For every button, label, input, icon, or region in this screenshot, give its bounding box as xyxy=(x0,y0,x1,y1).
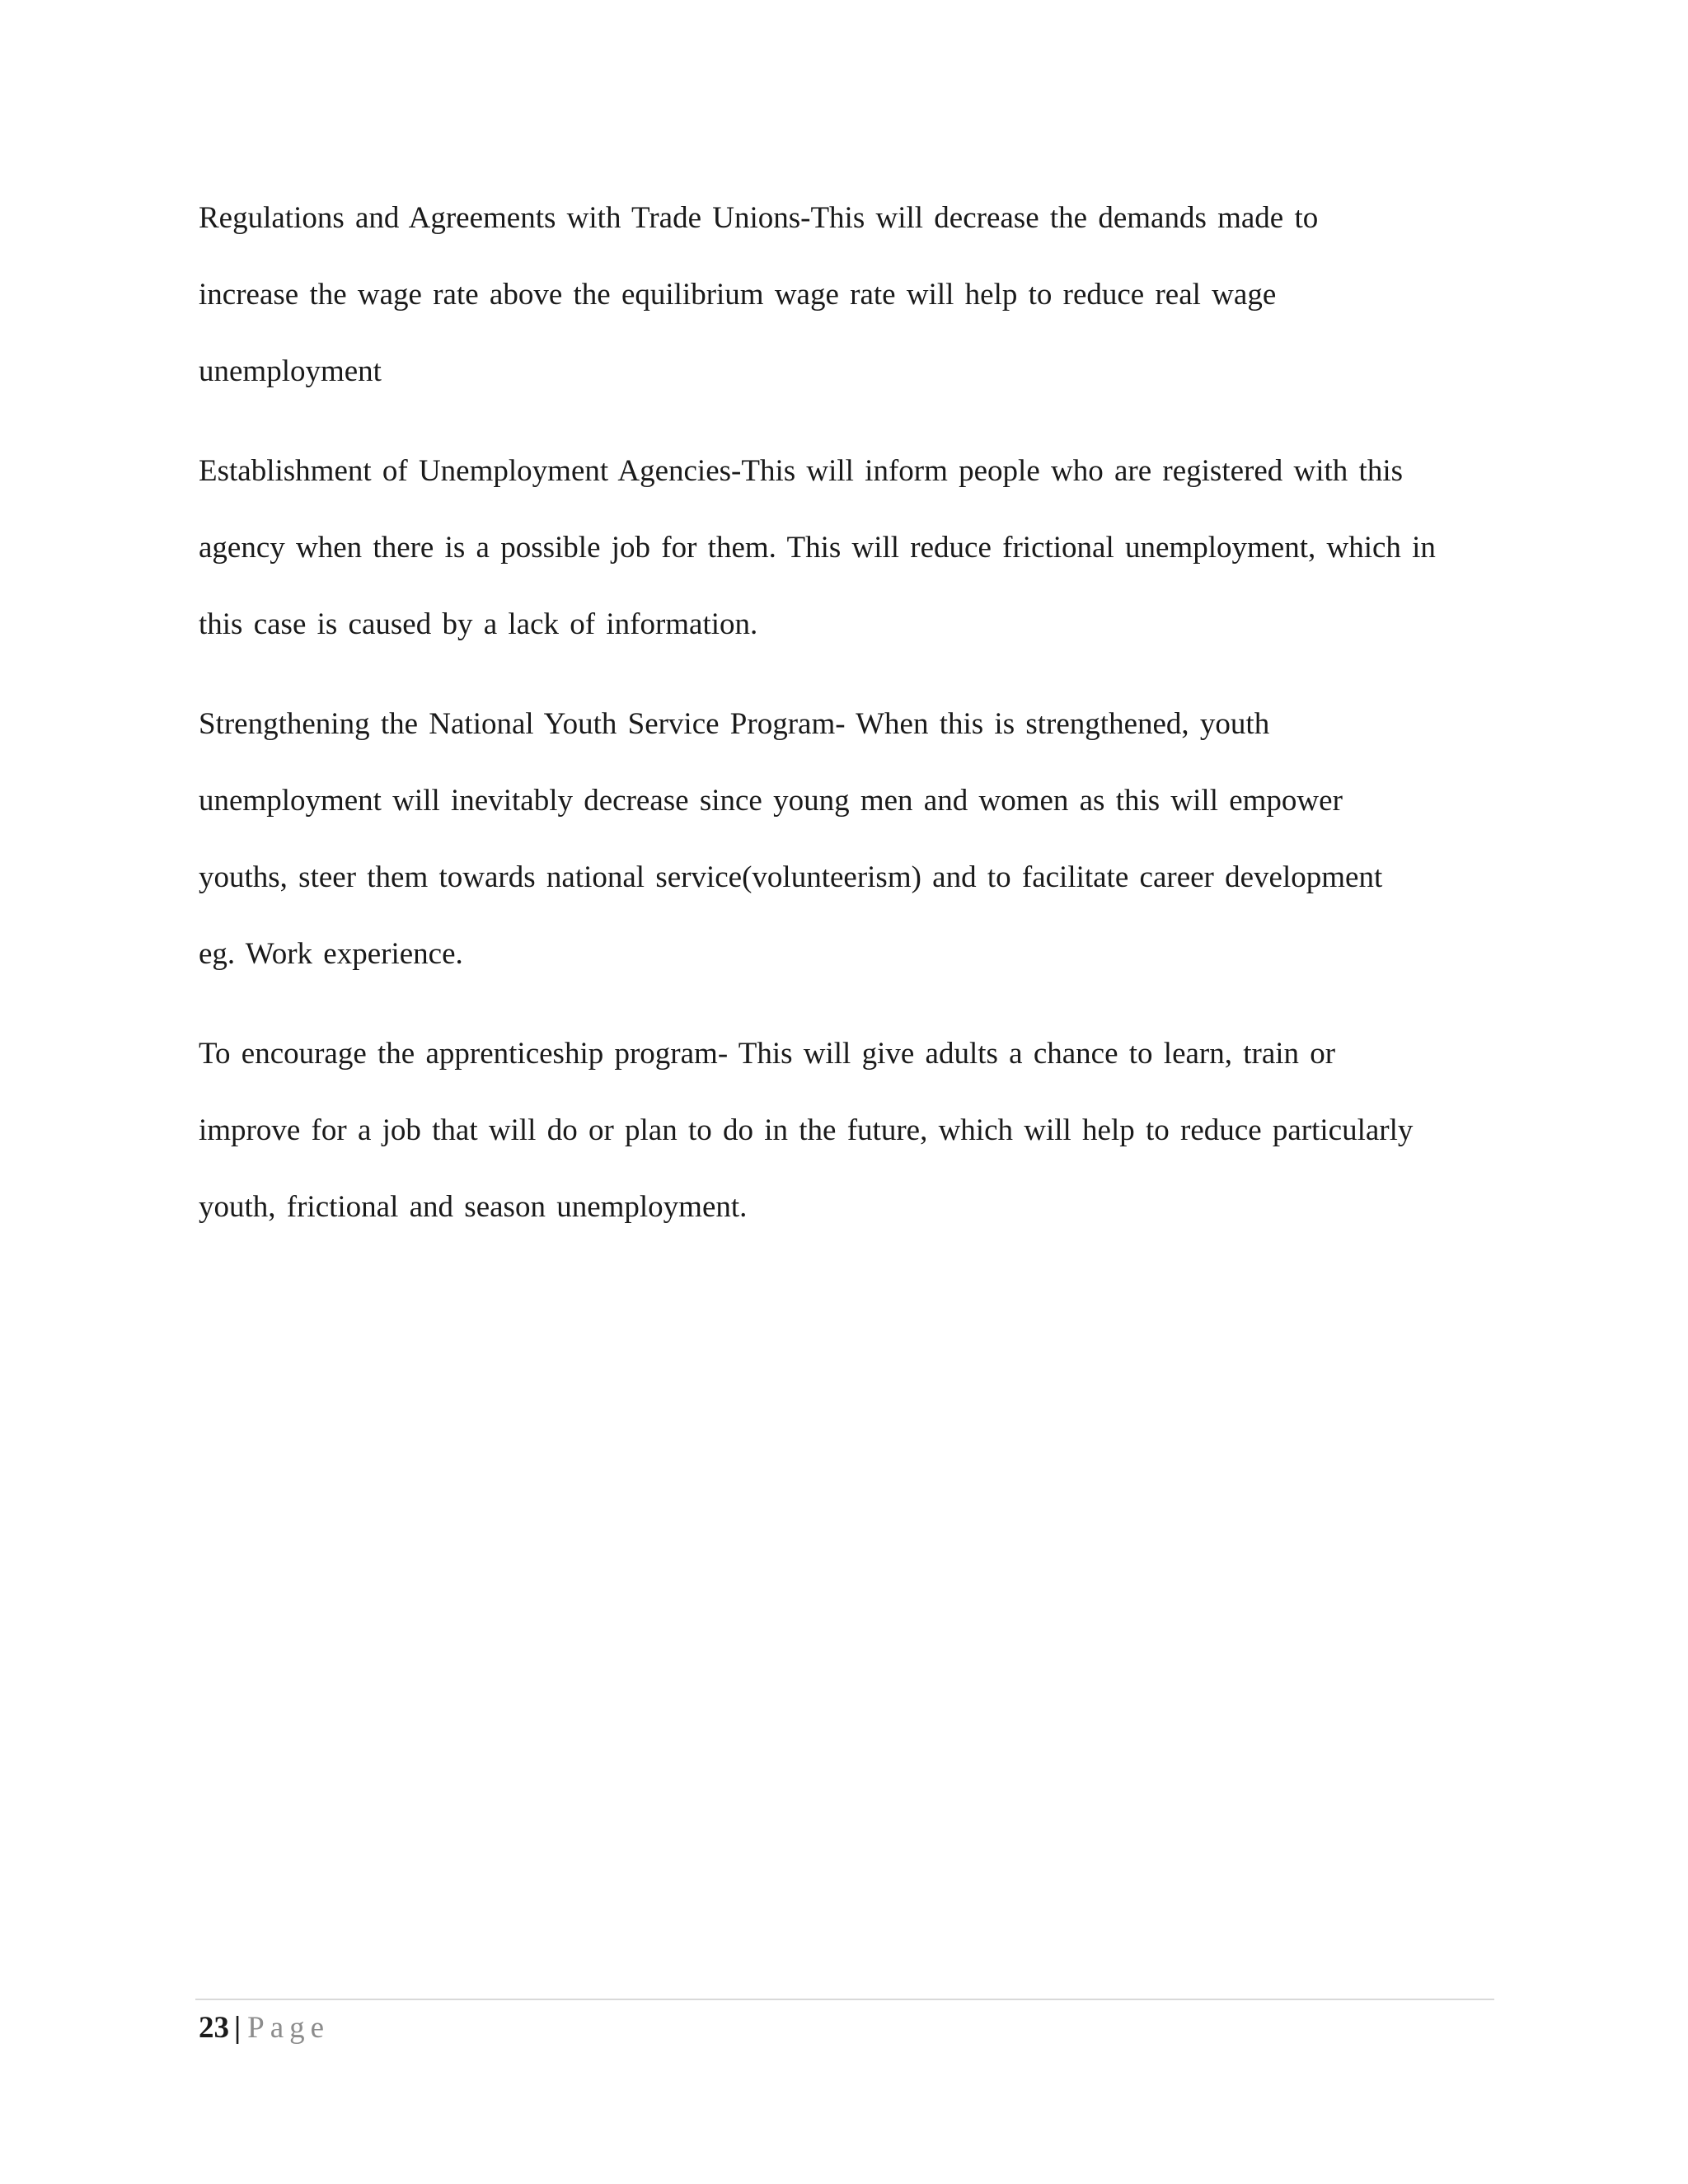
text-line: Strengthening the National Youth Service Program- When this is strengthened, youth xyxy=(199,707,1270,741)
paragraph-trade-unions xyxy=(199,180,1493,410)
text-line: improve for a job that will do or plan to do in the future, which will help to reduce particularly xyxy=(199,1113,1414,1147)
text-line: Establishment of Unemployment Agencies-This will inform people who are registered with this xyxy=(199,454,1404,488)
body-text xyxy=(199,180,1493,1268)
text-line: eg. Work experience. xyxy=(199,937,463,971)
paragraph-youth-service xyxy=(199,686,1493,992)
paragraph-apprenticeship xyxy=(199,1015,1493,1245)
footer-separator: | xyxy=(234,2011,241,2045)
text-line: unemployment xyxy=(199,354,382,388)
page-number: 23 xyxy=(199,2011,229,2045)
text-line: To encourage the apprenticeship program- This will give adults a chance to learn, train or xyxy=(199,1037,1336,1071)
text-line: youth, frictional and season unemployment. xyxy=(199,1190,748,1224)
text-line: agency when there is a possible job for them. This will reduce frictional unemployment, which in xyxy=(199,531,1436,565)
page-footer xyxy=(199,2004,330,2053)
page-label: Page xyxy=(247,2011,331,2045)
text-line: youths, steer them towards national service(volunteerism) and to facilitate career development xyxy=(199,860,1383,894)
text-line: unemployment will inevitably decrease since young men and women as this will empower xyxy=(199,784,1343,818)
text-line: increase the wage rate above the equilibrium wage rate will help to reduce real wage xyxy=(199,278,1277,312)
paragraph-unemployment-agencies xyxy=(199,433,1493,663)
footer-divider xyxy=(195,1999,1494,2000)
text-line: Regulations and Agreements with Trade Unions-This will decrease the demands made to xyxy=(199,201,1319,235)
text-line: this case is caused by a lack of information. xyxy=(199,607,758,641)
